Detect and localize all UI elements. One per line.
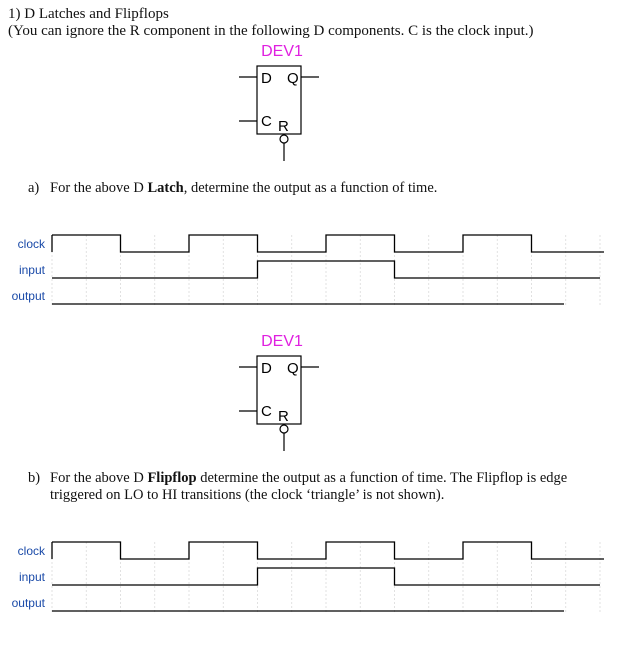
question-b	[28, 470, 588, 504]
device-title: DEV1	[261, 43, 303, 60]
timing-waveforms-a	[0, 225, 628, 315]
problem-heading	[8, 6, 169, 23]
clock-waveform	[52, 235, 604, 252]
question-text-part: For the above D	[50, 470, 148, 486]
device-symbol	[222, 333, 342, 463]
problem-title: 1) D Latches and Flipflops	[8, 6, 169, 22]
problem-note: (You can ignore the R component in the following D components. C is the clock input.)	[8, 23, 534, 39]
pin-q: Q	[287, 360, 299, 377]
question-text-part: For the above D	[50, 180, 148, 196]
pin-d: D	[261, 360, 272, 377]
signal-label-output: output	[11, 289, 45, 303]
signal-label-clock: clock	[17, 237, 45, 251]
question-text-part: , determine the output as a function of time.	[183, 180, 438, 196]
timing-diagram-a	[0, 225, 628, 315]
d-component-diagram-a	[222, 43, 342, 173]
pin-q: Q	[287, 70, 299, 87]
question-a	[28, 180, 588, 197]
question-letter: b)	[28, 470, 41, 486]
pin-d: D	[261, 70, 272, 87]
problem-instructions	[8, 23, 533, 40]
device-symbol	[222, 43, 342, 173]
signal-label-input: input	[18, 263, 45, 277]
device-title: DEV1	[261, 333, 303, 350]
pin-c: C	[261, 403, 272, 420]
timing-diagram-b	[0, 532, 628, 622]
signal-label-output: output	[11, 596, 45, 610]
question-text	[50, 180, 588, 197]
timing-waveforms-b	[0, 532, 628, 622]
question-text-part: determine the output as a function of time. The Flipflop is edge triggered on LO to HI transitions (the clock ‘triangle’ is not shown).	[50, 470, 568, 503]
pin-r: R	[278, 118, 289, 135]
pin-c: C	[261, 113, 272, 130]
d-component-diagram-b	[222, 333, 342, 463]
clock-waveform	[52, 542, 604, 559]
question-emphasis: Latch	[147, 180, 184, 196]
question-emphasis: Flipflop	[147, 470, 197, 486]
question-letter: a)	[28, 180, 40, 196]
signal-label-input: input	[18, 570, 45, 584]
pin-r: R	[278, 408, 289, 425]
signal-label-clock: clock	[17, 544, 45, 558]
question-text	[50, 470, 588, 504]
